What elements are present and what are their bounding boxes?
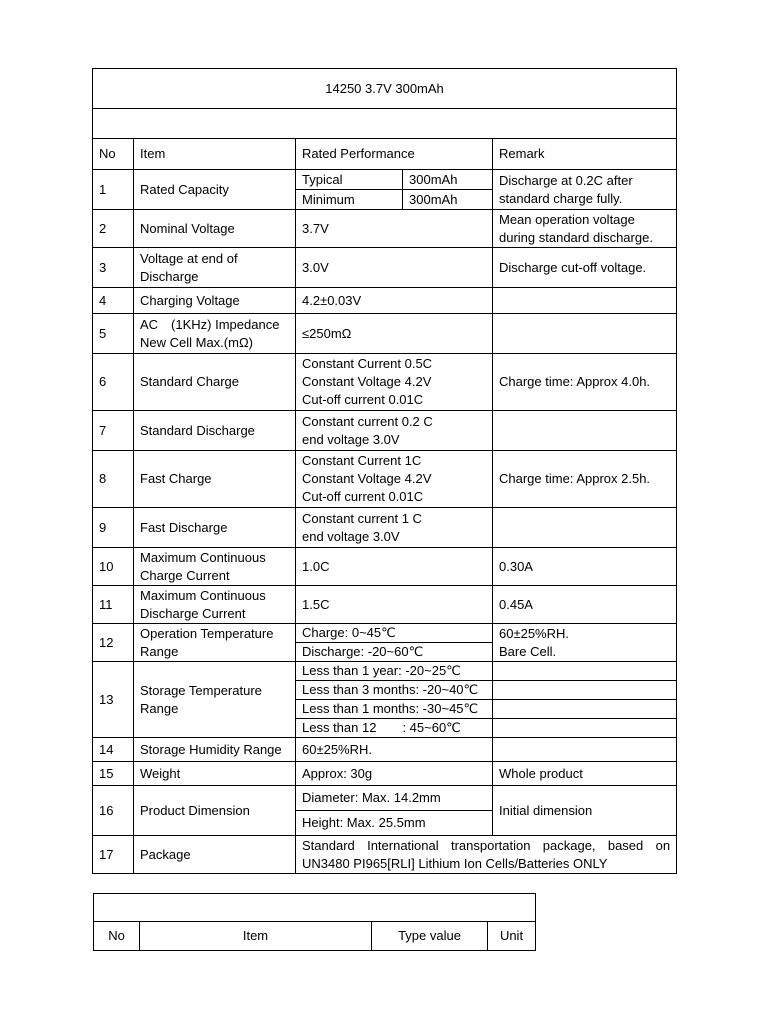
row-no: 2 xyxy=(93,210,134,248)
rated-line: Constant Voltage 4.2V xyxy=(302,374,432,389)
table-row xyxy=(93,624,677,643)
table-row xyxy=(93,210,677,248)
blank-cell xyxy=(93,109,677,139)
row-rated: Approx: 30g xyxy=(296,762,493,786)
table-row xyxy=(93,738,677,762)
sub-value: Diameter: Max. 14.2mm xyxy=(296,786,493,811)
row-item: Standard Discharge xyxy=(134,411,296,451)
row-no: 13 xyxy=(93,662,134,738)
row-item: Rated Capacity xyxy=(134,170,296,210)
item-line: New Cell Max.(mΩ) xyxy=(140,334,254,350)
table-row xyxy=(93,786,677,811)
row-no: 17 xyxy=(93,836,134,874)
row-remark xyxy=(493,314,677,354)
row-no: 1 xyxy=(93,170,134,210)
table-title: 14250 3.7V 300mAh xyxy=(93,69,677,109)
sub-value: Discharge: -20~60℃ xyxy=(296,643,493,662)
row-rated: 1.5C xyxy=(296,586,493,624)
row-remark: Whole product xyxy=(493,762,677,786)
table-row xyxy=(93,288,677,314)
blank-row xyxy=(93,109,677,139)
sub-value: Less than 12 : 45~60℃ xyxy=(296,719,493,738)
row-remark: Initial dimension xyxy=(493,786,677,836)
row-no: 12 xyxy=(93,624,134,662)
row-item: Product Dimension xyxy=(134,786,296,836)
row-remark: Discharge cut-off voltage. xyxy=(493,248,677,288)
row-remark xyxy=(493,288,677,314)
item-line: Discharge Current xyxy=(140,605,246,621)
row-rated xyxy=(296,411,493,451)
table-row xyxy=(93,248,677,288)
row-no: 8 xyxy=(93,451,134,508)
sub-value: Height: Max. 25.5mm xyxy=(296,811,493,836)
row-rated: 4.2±0.03V xyxy=(296,288,493,314)
row-no: 7 xyxy=(93,411,134,451)
table-row xyxy=(93,548,677,586)
sub-value: Less than 3 months: -20~40℃ xyxy=(296,681,493,700)
row-remark xyxy=(493,700,677,719)
row-remark: Mean operation voltage during standard discharge. xyxy=(493,210,677,248)
table-row xyxy=(93,314,677,354)
row-item: Nominal Voltage xyxy=(134,210,296,248)
row-item: Storage Humidity Range xyxy=(134,738,296,762)
row-remark xyxy=(493,662,677,681)
sub-label: Minimum xyxy=(296,190,403,210)
row-remark xyxy=(493,681,677,700)
row-rated xyxy=(296,508,493,548)
row-item: Standard Charge xyxy=(134,354,296,411)
row-rated: Standard International transportation package, based on UN3480 PI965[RLI] Lithium Ion Cells/Batteries ONLY xyxy=(296,836,677,874)
row-no: 10 xyxy=(93,548,134,586)
row-remark xyxy=(493,624,677,662)
table-row xyxy=(93,411,677,451)
sub-value: Less than 1 months: -30~45℃ xyxy=(296,700,493,719)
table-row xyxy=(93,170,677,190)
row-no: 15 xyxy=(93,762,134,786)
rated-line: end voltage 3.0V xyxy=(302,431,400,447)
row-no: 4 xyxy=(93,288,134,314)
row-rated: 3.7V xyxy=(296,210,493,248)
item-line: Maximum Continuous xyxy=(140,587,266,603)
sub-label: Typical xyxy=(296,170,403,190)
table-row xyxy=(93,836,677,874)
sub-value: Less than 1 year: -20~25℃ xyxy=(296,662,493,681)
rated-line: Constant current 0.2 C xyxy=(302,413,433,429)
item-line: Operation Temperature xyxy=(140,625,274,641)
second-header-unit: Unit xyxy=(488,922,536,951)
row-rated: 60±25%RH. xyxy=(296,738,493,762)
row-item: Weight xyxy=(134,762,296,786)
table-row xyxy=(93,451,677,508)
second-header-item: Item xyxy=(140,922,372,951)
row-item xyxy=(134,624,296,662)
row-item xyxy=(134,548,296,586)
sub-value: 300mAh xyxy=(403,190,493,210)
row-item xyxy=(134,314,296,354)
row-item: Package xyxy=(134,836,296,874)
row-rated xyxy=(296,451,493,508)
row-item xyxy=(134,662,296,738)
table-row xyxy=(93,586,677,624)
remark-line: 60±25%RH. xyxy=(499,625,570,641)
second-table-title-row xyxy=(94,894,536,922)
rated-line: Cut-off current 0.01C xyxy=(302,392,424,407)
row-no: 14 xyxy=(93,738,134,762)
header-item: Item xyxy=(134,139,296,170)
row-no: 5 xyxy=(93,314,134,354)
row-no: 11 xyxy=(93,586,134,624)
spec-table xyxy=(92,68,677,874)
row-remark: Charge time: Approx 4.0h. xyxy=(493,354,677,411)
row-item: Fast Charge xyxy=(134,451,296,508)
row-remark: 0.45A xyxy=(493,586,677,624)
row-item: Voltage at end of Discharge xyxy=(134,248,296,288)
table-row xyxy=(93,662,677,681)
header-row xyxy=(93,139,677,170)
item-line: Maximum Continuous xyxy=(140,549,266,565)
item-line: Storage Temperature xyxy=(140,682,262,698)
row-rated: ≤250mΩ xyxy=(296,314,493,354)
rated-line: Cut-off current 0.01C xyxy=(302,489,424,504)
table-row xyxy=(93,762,677,786)
row-item xyxy=(134,586,296,624)
row-remark: Discharge at 0.2C after standard charge fully. xyxy=(493,170,677,210)
item-line: Range xyxy=(140,700,179,716)
row-rated: 1.0C xyxy=(296,548,493,586)
sub-value: Charge: 0~45℃ xyxy=(296,624,493,643)
second-header-no: No xyxy=(94,922,140,951)
table-row xyxy=(93,354,677,411)
remark-line: Bare Cell. xyxy=(499,643,557,659)
item-line: Range xyxy=(140,643,179,659)
rated-line: Constant Current 0.5C xyxy=(302,356,433,371)
row-remark: 0.30A xyxy=(493,548,677,586)
item-line: Charge Current xyxy=(140,567,230,583)
row-rated: 3.0V xyxy=(296,248,493,288)
second-header-row xyxy=(94,922,536,951)
row-no: 3 xyxy=(93,248,134,288)
sub-value: 300mAh xyxy=(403,170,493,190)
row-item: Charging Voltage xyxy=(134,288,296,314)
header-no: No xyxy=(93,139,134,170)
row-remark xyxy=(493,719,677,738)
row-item: Fast Discharge xyxy=(134,508,296,548)
row-remark xyxy=(493,508,677,548)
row-remark xyxy=(493,411,677,451)
row-rated xyxy=(296,354,493,411)
item-line: AC (1KHz) Impedance xyxy=(140,316,280,332)
rated-line: end voltage 3.0V xyxy=(302,528,400,544)
second-table-title xyxy=(94,894,536,922)
second-header-type-value: Type value xyxy=(372,922,488,951)
second-table xyxy=(93,893,536,951)
table-row xyxy=(93,508,677,548)
rated-line: Constant Current 1C xyxy=(302,453,422,468)
header-rated-performance: Rated Performance xyxy=(296,139,493,170)
rated-line: Constant Voltage 4.2V xyxy=(302,471,432,486)
rated-line: Constant current 1 C xyxy=(302,510,422,526)
table-title-row xyxy=(93,69,677,109)
row-no: 6 xyxy=(93,354,134,411)
row-no: 9 xyxy=(93,508,134,548)
header-remark: Remark xyxy=(493,139,677,170)
row-remark: Charge time: Approx 2.5h. xyxy=(493,451,677,508)
row-no: 16 xyxy=(93,786,134,836)
row-remark xyxy=(493,738,677,762)
